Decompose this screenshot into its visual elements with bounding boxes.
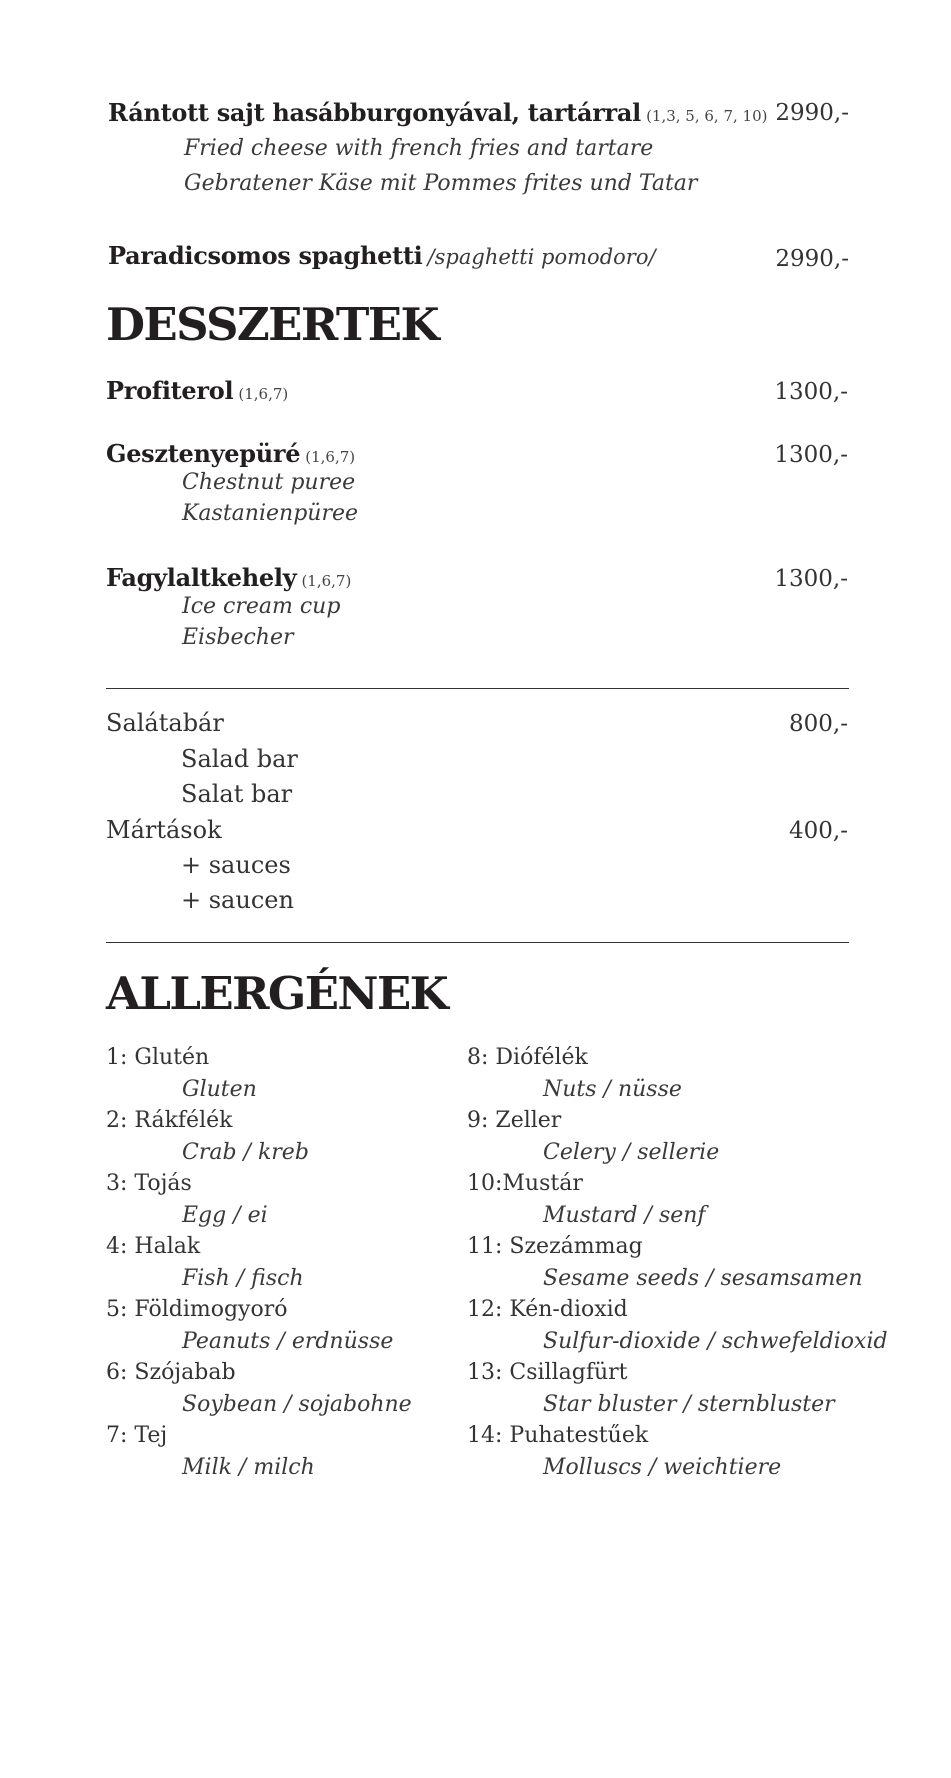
dish-alt-name: /spaghetti pomodoro/ bbox=[427, 245, 656, 269]
price: 2990,- bbox=[775, 100, 849, 126]
price: 2990,- bbox=[775, 246, 849, 272]
divider bbox=[106, 688, 849, 689]
allergen-translation: Sesame seeds / sesamsamen bbox=[543, 1266, 863, 1291]
section-heading-desserts: DESSZERTEK bbox=[106, 298, 438, 351]
allergen-label: 9: Zeller bbox=[467, 1108, 562, 1133]
allergen-codes: (1,6,7) bbox=[238, 385, 289, 403]
dish-name: Profiterol bbox=[106, 376, 234, 405]
allergen-translation: Celery / sellerie bbox=[543, 1140, 720, 1165]
allergen-label: 12: Kén-dioxid bbox=[467, 1297, 628, 1322]
allergen-label: 8: Diófélék bbox=[467, 1045, 588, 1070]
allergen-translation: Star bluster / sternbluster bbox=[543, 1392, 835, 1417]
allergen-translation: Milk / milch bbox=[182, 1455, 315, 1480]
extra-translation-en: Salad bar bbox=[181, 745, 298, 773]
allergen-label: 3: Tojás bbox=[106, 1171, 192, 1196]
allergen-translation: Egg / ei bbox=[182, 1203, 268, 1228]
dish-translation-en: Chestnut puree bbox=[182, 470, 356, 495]
allergen-translation: Gluten bbox=[182, 1077, 257, 1102]
menu-item-spaghetti bbox=[108, 241, 656, 270]
allergen-label: 5: Földimogyoró bbox=[106, 1297, 288, 1322]
allergen-codes: (1,3, 5, 6, 7, 10) bbox=[646, 107, 768, 125]
divider bbox=[106, 942, 849, 943]
allergen-label: 6: Szójabab bbox=[106, 1360, 236, 1385]
allergen-label: 11: Szezámmag bbox=[467, 1234, 643, 1259]
menu-item-gesztenyepure bbox=[106, 439, 355, 468]
allergen-label: 1: Glutén bbox=[106, 1045, 210, 1070]
allergen-translation: Fish / fisch bbox=[182, 1266, 304, 1291]
allergen-label: 4: Halak bbox=[106, 1234, 201, 1259]
dish-translation-en: Ice cream cup bbox=[182, 594, 341, 619]
allergen-translation: Crab / kreb bbox=[182, 1140, 309, 1165]
allergen-codes: (1,6,7) bbox=[305, 448, 356, 466]
price: 1300,- bbox=[774, 442, 848, 468]
extra-name: Mártások bbox=[106, 816, 222, 844]
extra-translation-en: + sauces bbox=[181, 851, 291, 879]
allergen-translation: Nuts / nüsse bbox=[543, 1077, 682, 1102]
allergen-label: 10:Mustár bbox=[467, 1171, 583, 1196]
allergen-label: 7: Tej bbox=[106, 1423, 168, 1448]
section-heading-allergens: ALLERGÉNEK bbox=[106, 967, 448, 1020]
allergen-translation: Sulfur-dioxide / schwefeldioxid bbox=[543, 1329, 888, 1354]
dish-name: Fagylaltkehely bbox=[106, 563, 297, 592]
dish-name: Gesztenyepüré bbox=[106, 439, 301, 468]
allergen-translation: Mustard / senf bbox=[543, 1203, 706, 1228]
price: 1300,- bbox=[774, 379, 848, 405]
dish-name: Paradicsomos spaghetti bbox=[108, 241, 423, 270]
allergen-label: 14: Puhatestűek bbox=[467, 1423, 649, 1448]
dish-translation-de: Gebratener Käse mit Pommes frites und Tatar bbox=[184, 171, 698, 196]
menu-item-profiterol bbox=[106, 376, 288, 405]
dish-translation-de: Kastanienpüree bbox=[182, 501, 358, 526]
dish-translation-en: Fried cheese with french fries and tartare bbox=[184, 136, 654, 161]
allergen-label: 2: Rákfélék bbox=[106, 1108, 233, 1133]
extra-name: Salátabár bbox=[106, 709, 224, 737]
dish-name: Rántott sajt hasábburgonyával, tartárral bbox=[108, 98, 641, 127]
price: 1300,- bbox=[774, 566, 848, 592]
dish-translation-de: Eisbecher bbox=[182, 625, 294, 650]
allergen-codes: (1,6,7) bbox=[301, 572, 352, 590]
price: 800,- bbox=[789, 711, 848, 737]
allergen-label: 13: Csillagfürt bbox=[467, 1360, 628, 1385]
extra-translation-de: + saucen bbox=[181, 886, 294, 914]
price: 400,- bbox=[789, 818, 848, 844]
extra-translation-de: Salat bar bbox=[181, 780, 293, 808]
allergen-translation: Soybean / sojabohne bbox=[182, 1392, 412, 1417]
menu-item-rantott-sajt bbox=[108, 98, 767, 127]
allergen-translation: Molluscs / weichtiere bbox=[543, 1455, 782, 1480]
allergen-translation: Peanuts / erdnüsse bbox=[182, 1329, 394, 1354]
menu-item-fagylaltkehely bbox=[106, 563, 351, 592]
